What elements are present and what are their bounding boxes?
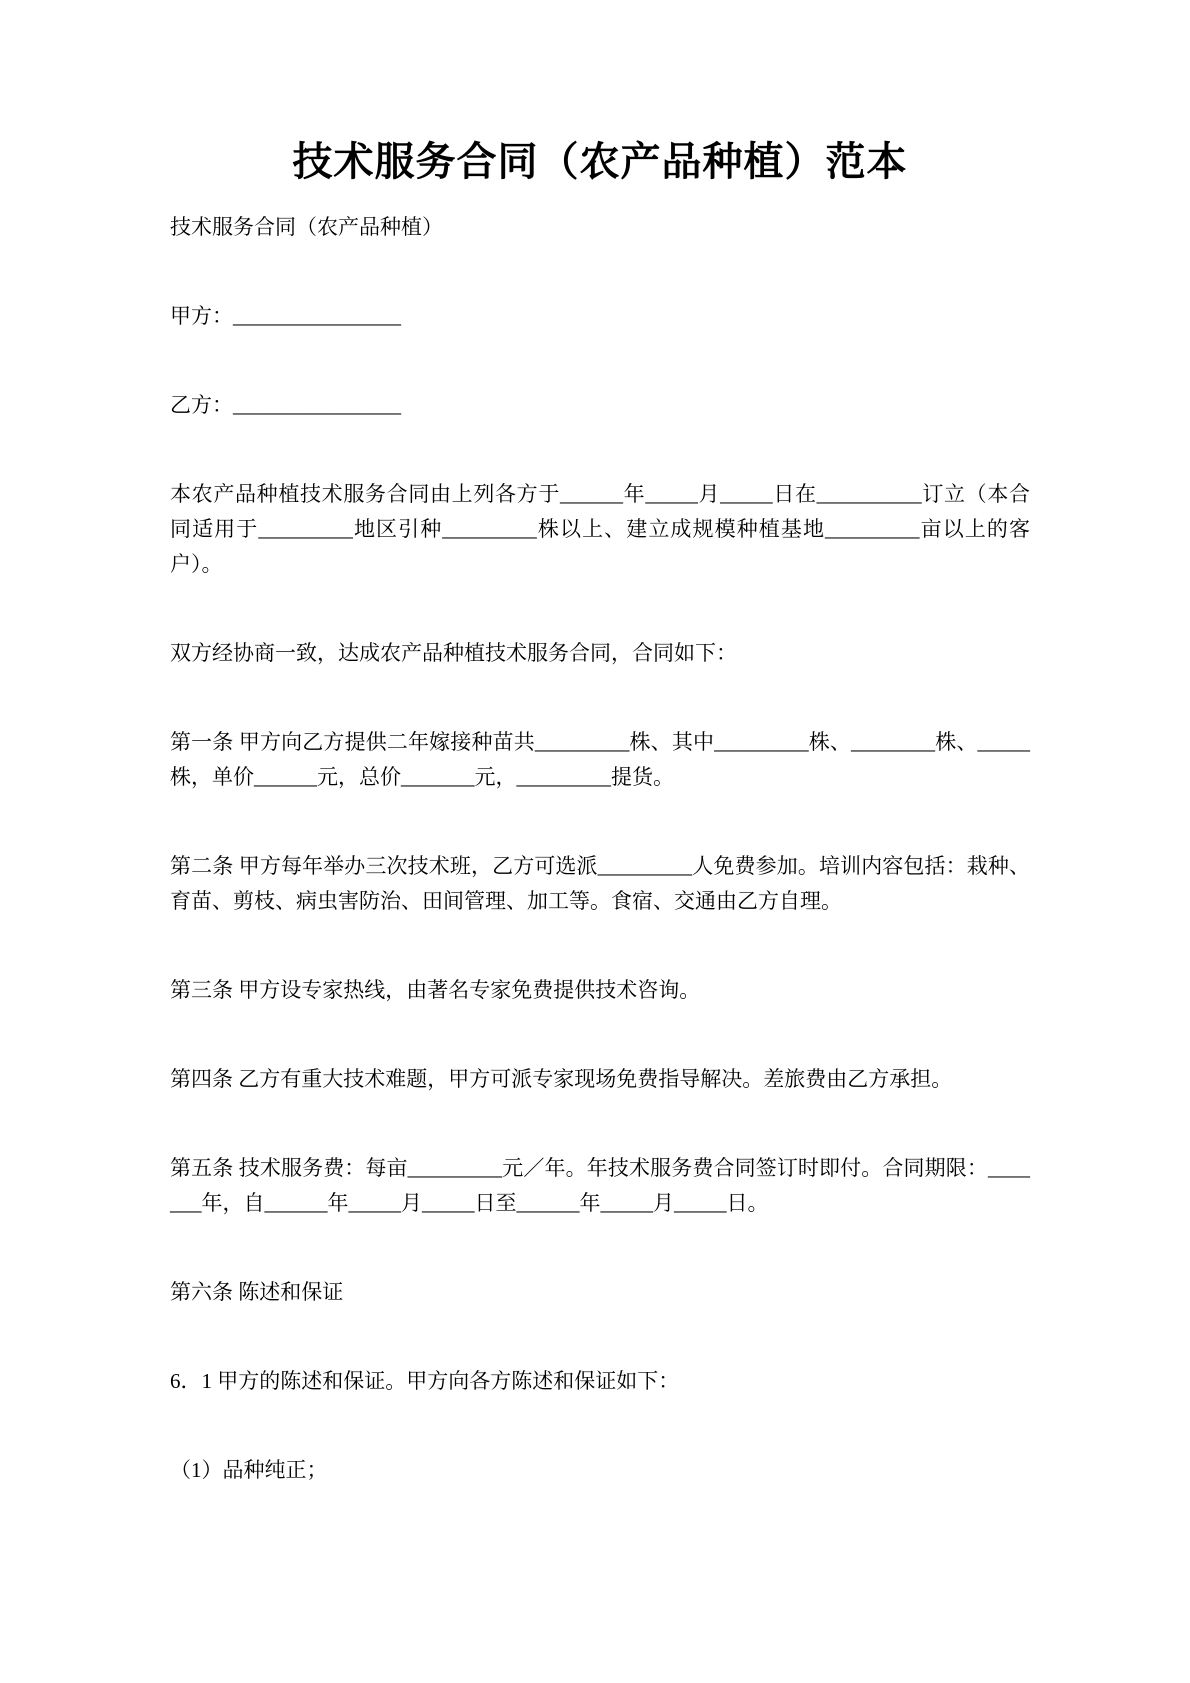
party-b-line: 乙方：________________ (170, 393, 401, 417)
clause-3-paragraph: 第三条 甲方设专家热线，由著名专家免费提供技术咨询。 (170, 978, 701, 1002)
document-subtitle: 技术服务合同（农产品种植） (170, 215, 443, 239)
agreement-intro-paragraph: 双方经协商一致，达成农产品种植技术服务合同，合同如下： (170, 641, 737, 665)
clause-5-paragraph: 第五条 技术服务费：每亩_________元／年。年技术服务费合同签订时即付。合同期限：_______年，自______年_____月_____日至______年_____月_____日。 (170, 1156, 1030, 1215)
clause-1-paragraph: 第一条 甲方向乙方提供二年嫁接种苗共_________株、其中_________株、________株、_____株，单价______元，总价_______元，_________提货。 (170, 730, 1030, 789)
clause-4-paragraph: 第四条 乙方有重大技术难题，甲方可派专家现场免费指导解决。差旅费由乙方承担。 (170, 1067, 953, 1091)
clause-2-paragraph: 第二条 甲方每年举办三次技术班，乙方可选派_________人免费参加。培训内容包括：栽种、育苗、剪枝、病虫害防治、田间管理、加工等。食宿、交通由乙方自理。 (170, 854, 1030, 913)
party-a-line: 甲方：________________ (170, 304, 401, 328)
clause-6-1-paragraph: 6．1 甲方的陈述和保证。甲方向各方陈述和保证如下： (170, 1369, 680, 1393)
document-title: 技术服务合同（农产品种植）范本 (292, 139, 908, 184)
preamble-paragraph: 本农产品种植技术服务合同由上列各方于______年_____月_____日在__________订立（本合同适用于_________地区引种_________株以上、建立成规模种植基地_________亩以上的客户）。 (170, 482, 1030, 576)
warranty-item-1: （1）品种纯正； (170, 1458, 328, 1482)
clause-6-heading: 第六条 陈述和保证 (170, 1280, 344, 1304)
